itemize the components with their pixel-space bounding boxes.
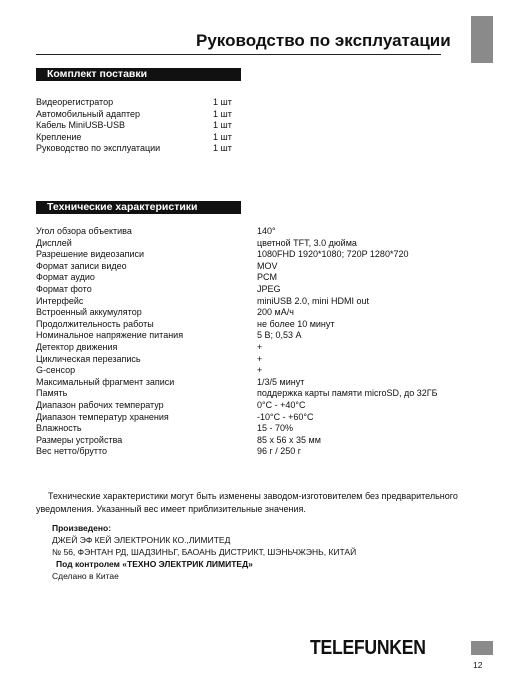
side-tab-marker	[471, 16, 493, 63]
spec-row-value: 1080FHD 1920*1080; 720P 1280*720	[257, 249, 409, 260]
page-tab-marker	[471, 641, 493, 655]
spec-row-value: -10°C - +60°C	[257, 411, 314, 422]
spec-row-name: Детектор движения	[36, 341, 118, 352]
spec-row-value: +	[257, 365, 263, 376]
spec-row-value: 96 г / 250 г	[257, 446, 302, 457]
kit-item-name: Руководство по эксплуатации	[36, 143, 161, 154]
kit-item-value: 1 шт	[213, 131, 232, 142]
spec-row-value: +	[257, 341, 263, 352]
spec-row-value: miniUSB 2.0, mini HDMI out	[257, 295, 370, 306]
page-number: 12	[473, 660, 483, 670]
manufacturer-company: ДЖЕЙ ЭФ КЕЙ ЭЛЕКТРОНИК КО.,ЛИМИТЕД	[52, 535, 231, 545]
specs-section-heading: Технические характеристики	[36, 201, 241, 214]
spec-row-name: Продолжительность работы	[36, 318, 154, 329]
spec-row-value: JPEG	[257, 283, 281, 294]
spec-row-name: Циклическая перезапись	[36, 353, 141, 364]
kit-item-value: 1 шт	[213, 120, 232, 131]
spec-row-value: MOV	[257, 260, 278, 271]
spec-row-value: +	[257, 353, 263, 364]
spec-row-name: Формат аудио	[36, 272, 95, 283]
spec-row-value: 0°C - +40°C	[257, 399, 306, 410]
brand-logo: TELEFUNKEN	[310, 637, 426, 659]
spec-row-name: Формат записи видео	[36, 260, 127, 271]
kit-item-name: Крепление	[36, 131, 82, 142]
spec-row-name: Диапазон температур хранения	[36, 411, 169, 422]
spec-row-name: Номинальное напряжение питания	[36, 330, 184, 341]
spec-row-name: Максимальный фрагмент записи	[36, 376, 175, 387]
produced-label: Произведено:	[52, 523, 112, 533]
kit-item-value: 1 шт	[213, 97, 232, 107]
spec-row-name: Угол обзора объектива	[36, 226, 132, 236]
manufacturer-block	[52, 522, 356, 582]
page-title: Руководство по эксплуатации	[196, 31, 451, 50]
control-company: Под контролем «ТЕХНО ЭЛЕКТРИК ЛИМИТЕД»	[56, 559, 253, 569]
spec-row-name: Память	[36, 388, 68, 399]
header-divider	[36, 54, 441, 55]
kit-item-name: Кабель MiniUSB-USB	[36, 120, 125, 131]
spec-row-value: не более 10 минут	[257, 318, 335, 329]
spec-row-name: Встроенный аккумулятор	[36, 307, 142, 318]
spec-row-value: 140°	[257, 226, 276, 236]
spec-row-name: Дисплей	[36, 237, 72, 248]
spec-row-value: 85 х 56 х 35 мм	[257, 434, 321, 445]
disclaimer-note: Технические характеристики могут быть изменены заводом-изготовителем без предварительного уведомления. Указанный вес имеет приблизительные значения.	[36, 491, 458, 514]
spec-row-name: Размеры устройства	[36, 434, 123, 445]
spec-row-name: Формат фото	[36, 283, 92, 294]
spec-row-name: G-сенсор	[36, 365, 76, 376]
spec-row-name: Интерфейс	[36, 295, 84, 306]
manufacturer-address: № 56, ФЭНТАН РД, ШАДЗИНЬГ, БАОАНЬ ДИСТРИКТ, ШЭНЬЧЖЭНЬ, КИТАЙ	[52, 547, 357, 557]
spec-row-value: поддержка карты памяти microSD, до 32ГБ	[257, 388, 438, 399]
spec-row-name: Влажность	[36, 423, 82, 434]
spec-row-value: 1/3/5 минут	[257, 376, 305, 387]
kit-item-name: Видеорегистратор	[36, 97, 114, 107]
spec-row-value: PCM	[257, 272, 277, 283]
spec-row-value: 200 мА/ч	[257, 307, 294, 318]
spec-row-name: Диапазон рабочих температур	[36, 399, 164, 410]
spec-row-name: Вес нетто/брутто	[36, 446, 108, 457]
spec-row-name: Разрешение видеозаписи	[36, 249, 145, 260]
kit-section-heading: Комплект поставки	[36, 68, 241, 81]
spec-row-value: 15 - 70%	[257, 423, 294, 434]
kit-item-value: 1 шт	[213, 143, 232, 154]
spec-row-value: цветной TFT, 3.0 дюйма	[257, 237, 357, 248]
kit-item-name: Автомобильный адаптер	[36, 108, 141, 119]
kit-item-value: 1 шт	[213, 108, 232, 119]
spec-row-value: 5 В; 0,53 А	[257, 330, 302, 341]
country-of-origin: Сделано в Китае	[52, 571, 119, 581]
